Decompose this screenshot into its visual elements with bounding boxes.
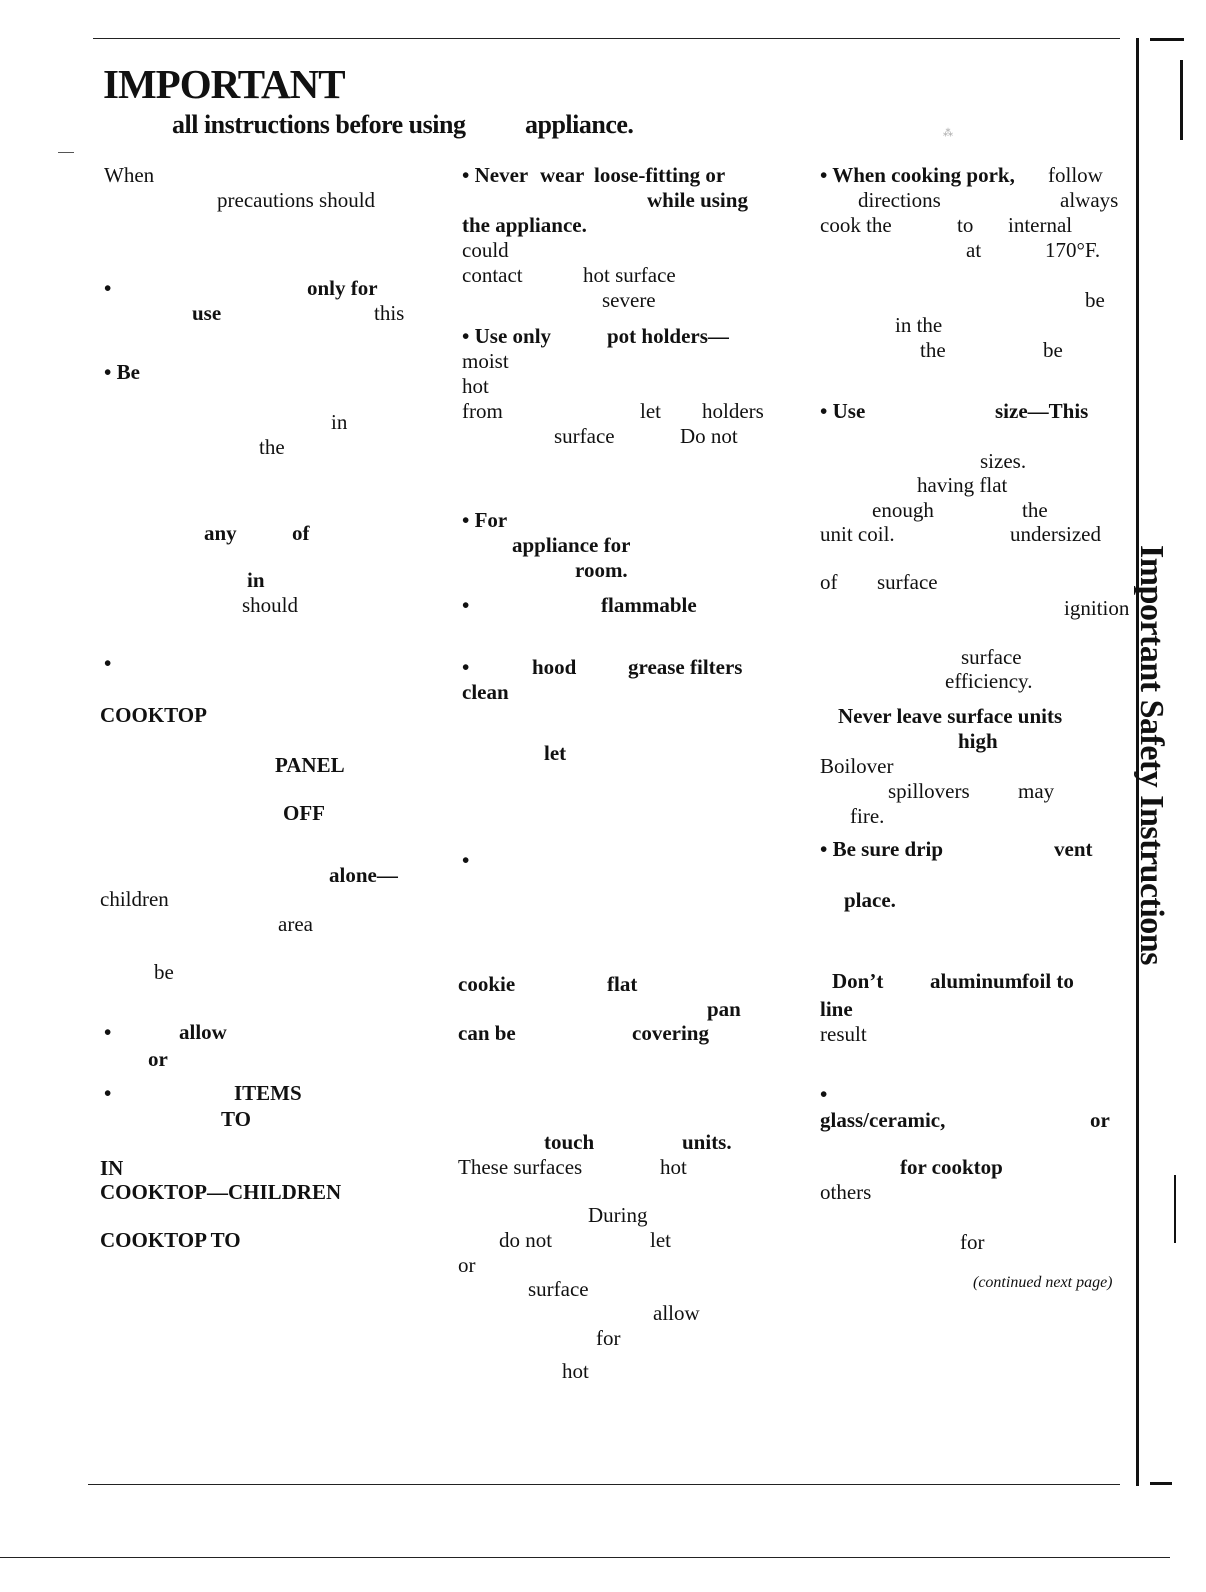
text-fragment: high	[958, 729, 998, 753]
text-fragment: allow	[179, 1020, 227, 1044]
text-fragment: • Use	[820, 399, 866, 423]
page-bottom-rule	[0, 1557, 1170, 1558]
text-fragment: follow	[1048, 163, 1103, 187]
text-fragment: •	[104, 651, 112, 675]
text-fragment: contact	[462, 263, 523, 287]
text-fragment: OFF	[283, 801, 325, 825]
text-fragment: at	[966, 238, 982, 262]
text-fragment: glass/ceramic,	[820, 1108, 946, 1132]
text-fragment: hot surface	[583, 263, 676, 287]
text-fragment: area	[278, 912, 313, 936]
text-fragment: 170°F.	[1045, 238, 1101, 262]
text-fragment: surface	[877, 570, 938, 594]
text-fragment: wear	[540, 163, 585, 187]
text-fragment: Don’t	[832, 969, 884, 993]
text-fragment: • Never	[462, 163, 529, 187]
text-fragment: the	[259, 435, 285, 459]
text-fragment: vent	[1054, 837, 1093, 861]
text-fragment: •	[104, 276, 112, 300]
text-fragment: hot	[660, 1155, 687, 1179]
text-fragment: surface	[554, 424, 615, 448]
text-fragment: •	[104, 1020, 112, 1044]
text-fragment: may	[1018, 779, 1055, 803]
text-fragment: units.	[682, 1130, 732, 1154]
text-fragment: place.	[844, 888, 896, 912]
text-fragment: PANEL	[275, 753, 345, 777]
text-fragment: surface	[961, 645, 1022, 669]
text-fragment: only for	[307, 276, 378, 300]
text-fragment: moist	[462, 349, 509, 373]
text-fragment: severe	[602, 288, 656, 312]
text-fragment: or	[148, 1047, 168, 1071]
text-fragment: of	[292, 521, 310, 545]
text-fragment: for cooktop	[900, 1155, 1003, 1179]
tab-mark-bottom	[1150, 1482, 1172, 1485]
text-fragment: pot holders—	[607, 324, 729, 348]
text-fragment: others	[820, 1180, 872, 1204]
text-fragment: result	[820, 1022, 867, 1046]
text-fragment: let	[650, 1228, 671, 1252]
text-fragment: children	[100, 887, 169, 911]
text-fragment: surface	[528, 1277, 589, 1301]
text-fragment: • Be sure drip	[820, 837, 944, 861]
bottom-rule	[88, 1484, 1120, 1485]
text-fragment: sizes.	[980, 449, 1027, 473]
text-fragment: precautions should	[217, 188, 376, 212]
text-fragment: the appliance.	[462, 213, 587, 237]
text-fragment: allow	[653, 1301, 700, 1325]
text-fragment: the	[920, 338, 946, 362]
subtitle-part-a: all instructions before using	[172, 110, 466, 139]
text-fragment: any	[204, 521, 237, 545]
text-fragment: Boilover	[820, 754, 894, 778]
text-fragment: • Use only	[462, 324, 552, 348]
tab-mark-bottom-vert	[1174, 1175, 1176, 1243]
text-fragment: unit coil.	[820, 522, 895, 546]
text-fragment: ignition	[1064, 596, 1130, 620]
text-fragment: • For	[462, 508, 508, 532]
text-fragment: cook the	[820, 213, 892, 237]
text-fragment: from	[462, 399, 503, 423]
text-fragment: while using	[647, 188, 748, 212]
scan-speck: ⁂	[943, 128, 953, 139]
text-fragment: could	[462, 238, 509, 262]
text-fragment: directions	[858, 188, 941, 212]
text-fragment: pan	[707, 997, 741, 1021]
text-fragment: touch	[544, 1130, 595, 1154]
text-fragment: TO	[221, 1107, 251, 1131]
text-fragment: Do not	[680, 424, 738, 448]
text-fragment: •	[820, 1082, 828, 1106]
text-fragment: internal	[1008, 213, 1073, 237]
text-fragment: undersized	[1010, 522, 1101, 546]
text-fragment: the	[1022, 498, 1048, 522]
text-fragment: flammable	[601, 593, 697, 617]
text-fragment: be	[1085, 288, 1105, 312]
text-fragment: use	[192, 301, 222, 325]
text-fragment: appliance for	[512, 533, 631, 557]
text-fragment: These surfaces	[458, 1155, 583, 1179]
text-fragment: in	[247, 568, 265, 592]
text-fragment: hot	[562, 1359, 589, 1383]
text-fragment: ITEMS	[234, 1081, 302, 1105]
text-fragment: line	[820, 997, 853, 1021]
left-margin-mark	[58, 152, 74, 153]
text-fragment: covering	[632, 1021, 709, 1045]
text-fragment: Never leave surface units	[838, 704, 1063, 728]
text-fragment: in	[331, 410, 348, 434]
text-fragment: •	[462, 848, 470, 872]
text-fragment: • Be	[104, 360, 140, 384]
text-fragment: of	[820, 570, 838, 594]
text-fragment: size—This	[995, 399, 1089, 423]
text-fragment: or	[1090, 1108, 1110, 1132]
tab-mark-top	[1150, 38, 1184, 41]
text-fragment: •	[462, 655, 470, 679]
subtitle-part-b: appliance.	[525, 110, 634, 139]
text-fragment: can be	[458, 1021, 516, 1045]
text-fragment: holders	[702, 399, 764, 423]
text-fragment: clean	[462, 680, 509, 704]
page-title: IMPORTANT	[103, 61, 345, 107]
text-fragment: •	[462, 593, 470, 617]
text-fragment: do not	[499, 1228, 553, 1252]
text-fragment: be	[154, 960, 174, 984]
text-fragment: room.	[575, 558, 628, 582]
text-fragment: for	[596, 1326, 621, 1350]
text-fragment: spillovers	[888, 779, 970, 803]
text-fragment: for	[960, 1230, 985, 1254]
top-rule	[93, 38, 1120, 39]
text-fragment: flat	[607, 972, 638, 996]
text-fragment: fire.	[850, 804, 885, 828]
text-fragment: COOKTOP	[100, 703, 207, 727]
text-fragment: COOKTOP—CHILDREN	[100, 1180, 342, 1204]
text-fragment: IN	[100, 1156, 124, 1180]
text-fragment: let	[640, 399, 661, 423]
text-fragment: grease filters	[628, 655, 743, 679]
tab-mark-top-vert	[1180, 60, 1183, 140]
text-fragment: During	[588, 1203, 648, 1227]
text-fragment: COOKTOP TO	[100, 1228, 241, 1252]
text-fragment: enough	[872, 498, 934, 522]
text-fragment: be	[1043, 338, 1063, 362]
text-fragment: aluminum	[930, 969, 1023, 993]
text-fragment: should	[242, 593, 299, 617]
text-fragment: cookie	[458, 972, 516, 996]
text-fragment: this	[374, 301, 405, 325]
text-fragment: • When cooking pork,	[820, 163, 1015, 187]
text-fragment: hood	[532, 655, 577, 679]
text-fragment: let	[544, 741, 567, 765]
text-fragment: to	[957, 213, 974, 237]
text-fragment: loose-fitting or	[594, 163, 726, 187]
text-fragment: always	[1060, 188, 1119, 212]
text-fragment: alone—	[329, 863, 398, 887]
text-fragment: having flat	[917, 473, 1008, 497]
side-section-title: Important Safety Instructions	[1133, 545, 1170, 965]
text-fragment: efficiency.	[945, 669, 1033, 693]
text-fragment: or	[458, 1253, 476, 1277]
text-fragment: in the	[895, 313, 943, 337]
text-fragment: When	[104, 163, 155, 187]
text-fragment: foil to	[1022, 969, 1074, 993]
text-fragment: •	[104, 1081, 112, 1105]
text-fragment: hot	[462, 374, 489, 398]
continued-note-text: (continued next page)	[973, 1274, 1113, 1291]
